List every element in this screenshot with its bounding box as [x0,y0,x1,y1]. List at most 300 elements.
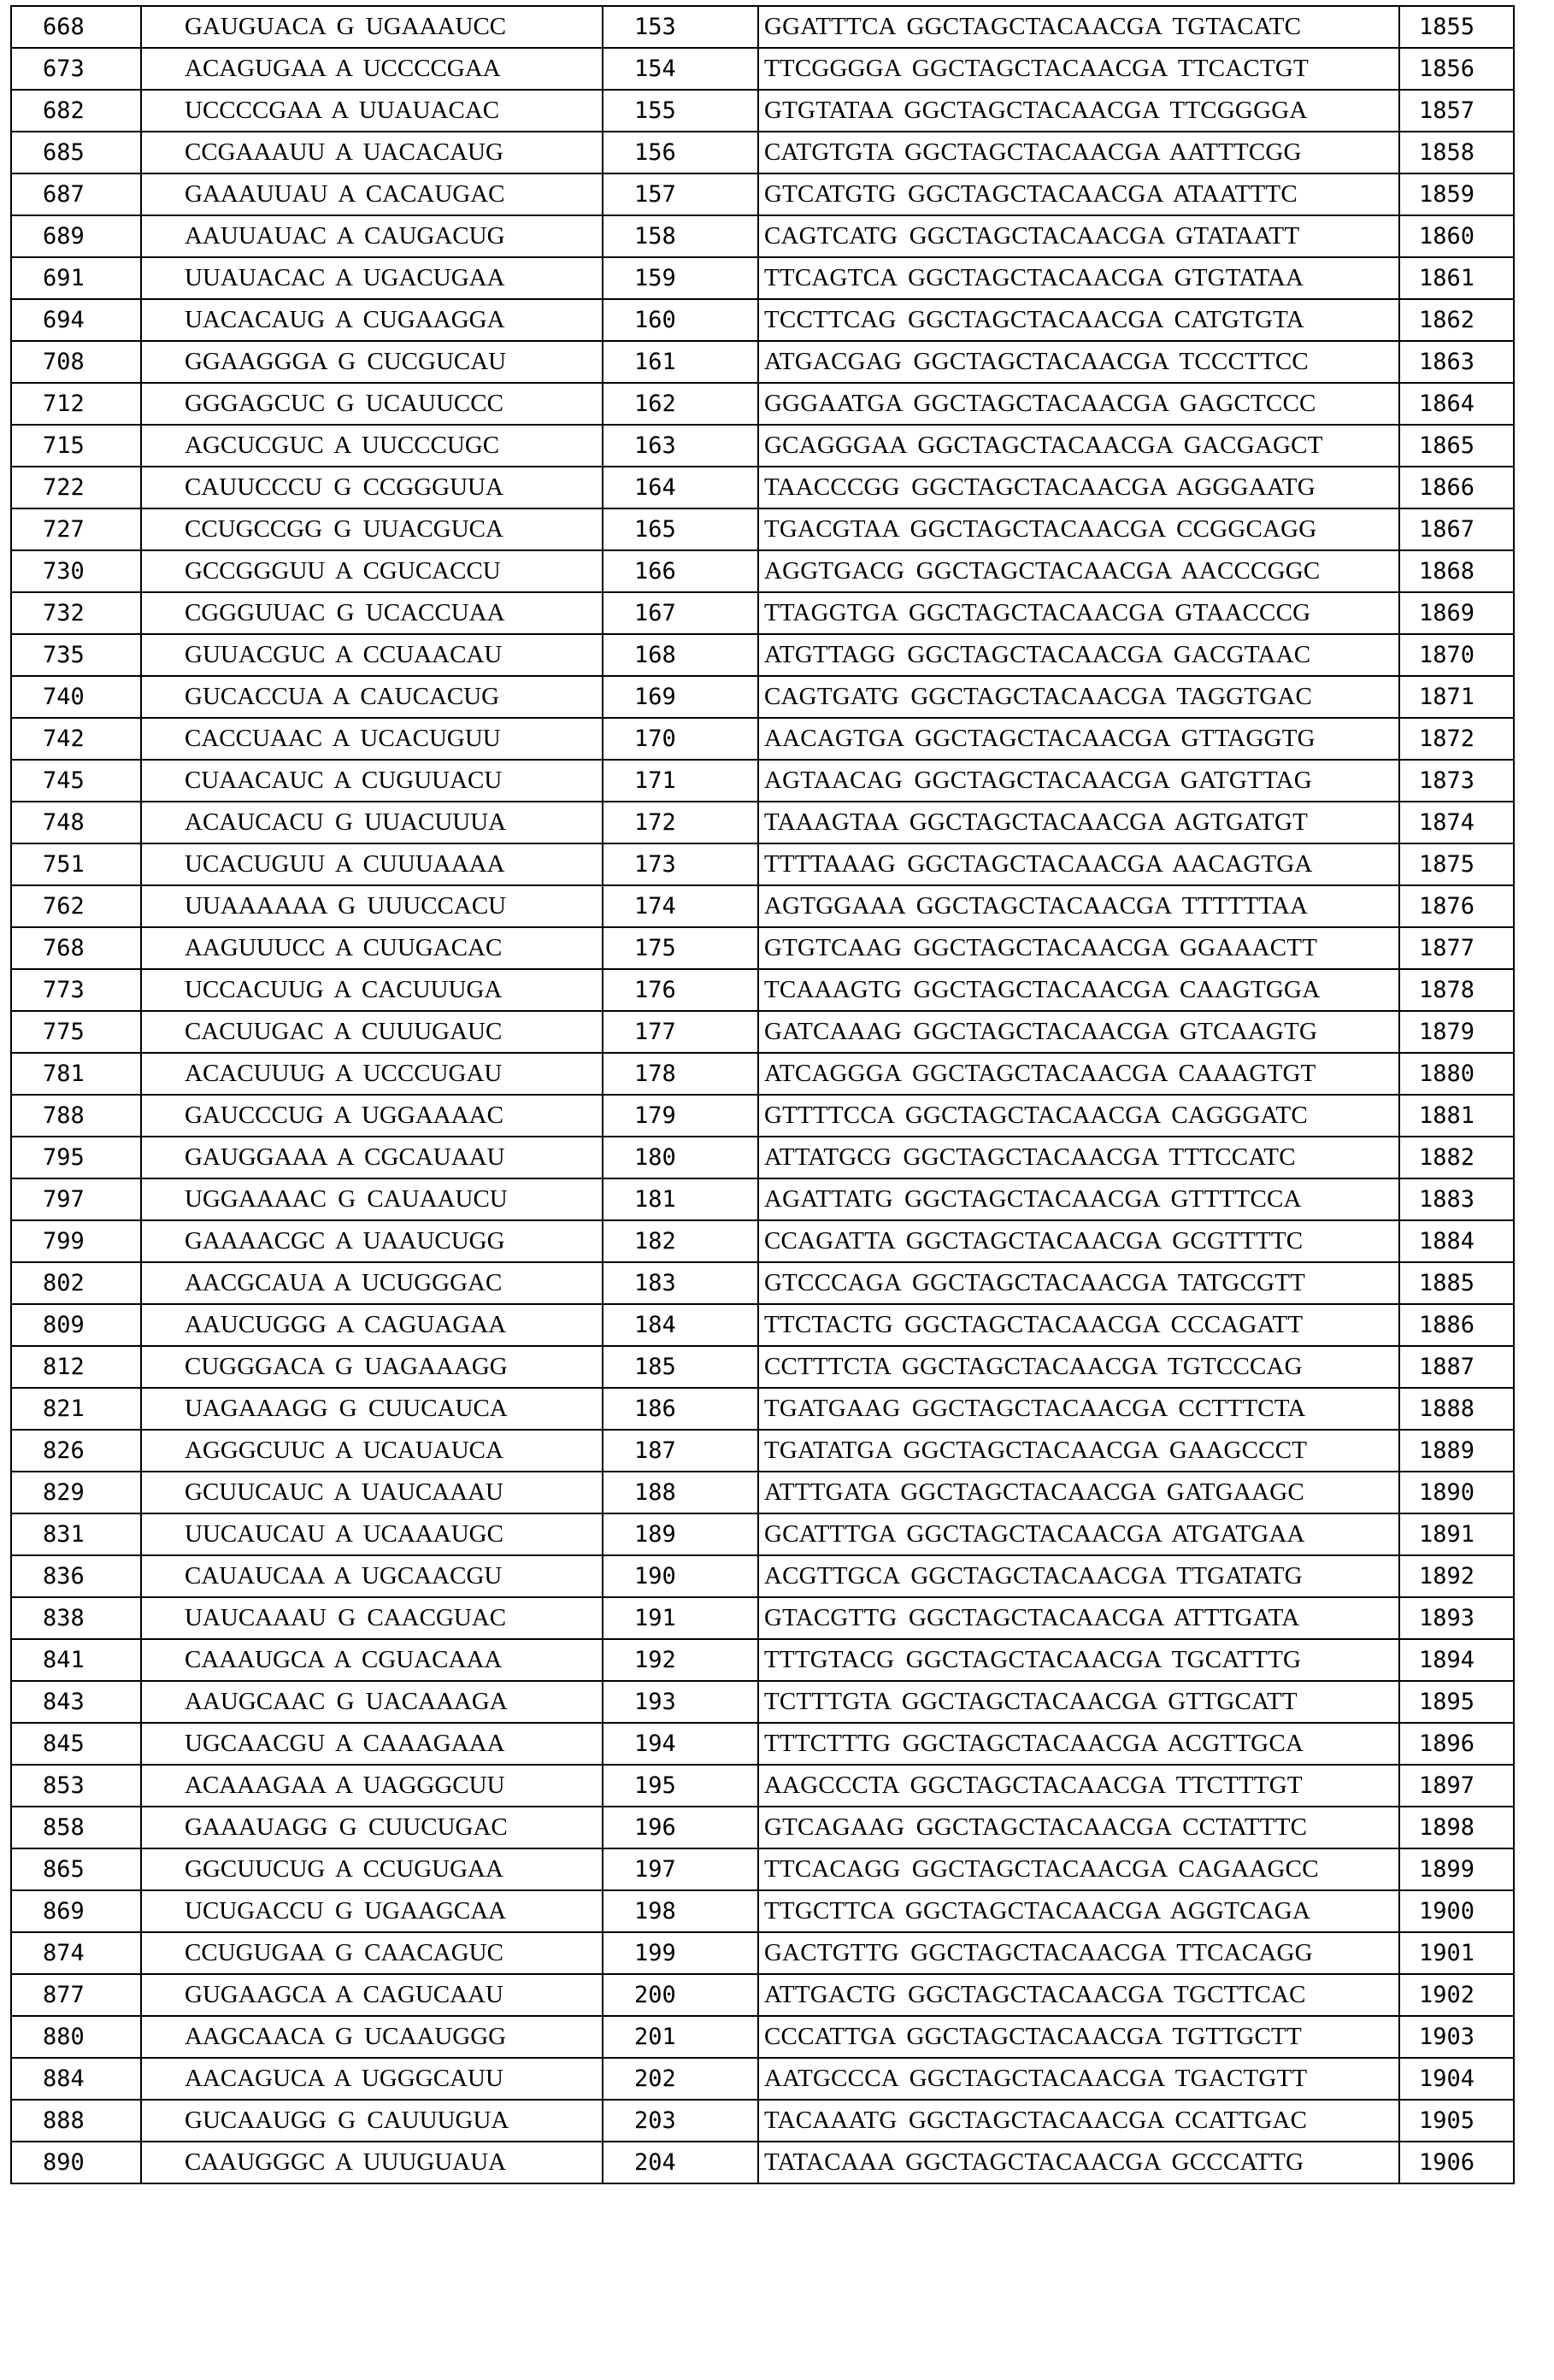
substrate-sequence-cell: UUAAAAAA G UUUCCACU [141,885,603,927]
table-row [11,1472,1514,1513]
substrate-sequence-cell: ACAGUGAA A UCCCCGAA [141,48,603,90]
enzyme-sequence-cell: TTGCTTCA GGCTAGCTACAACGA AGGTCAGA [758,1890,1399,1932]
enzyme-seq-id-cell: 1897 [1399,1765,1514,1807]
enzyme-sequence-cell: GTCCCAGA GGCTAGCTACAACGA TATGCGTT [758,1262,1399,1304]
enzyme-seq-id-cell: 1873 [1399,760,1514,802]
enzyme-seq-id-cell: 1869 [1399,592,1514,634]
enzyme-sequence-cell: AGATTATG GGCTAGCTACAACGA GTTTTCCA [758,1178,1399,1220]
enzyme-seq-id-cell: 1878 [1399,969,1514,1011]
substrate-seq-id-cell: 184 [603,1304,758,1346]
substrate-seq-id-cell: 165 [603,508,758,550]
substrate-sequence-cell: CUGGGACA G UAGAAAGG [141,1346,603,1388]
enzyme-sequence-cell: ATGACGAG GGCTAGCTACAACGA TCCCTTCC [758,341,1399,383]
enzyme-sequence-cell: ACGTTGCA GGCTAGCTACAACGA TTGATATG [758,1555,1399,1597]
table-row [11,48,1514,90]
enzyme-seq-id-cell: 1856 [1399,48,1514,90]
enzyme-sequence-cell: TATACAAA GGCTAGCTACAACGA GCCCATTG [758,2142,1399,2183]
table-row [11,1513,1514,1555]
substrate-seq-id-cell: 170 [603,718,758,760]
enzyme-seq-id-cell: 1893 [1399,1597,1514,1639]
substrate-seq-id-cell: 178 [603,1053,758,1095]
enzyme-seq-id-cell: 1882 [1399,1137,1514,1178]
substrate-sequence-cell: GAUGUACA G UGAAAUCC [141,6,603,48]
substrate-seq-id-cell: 202 [603,2058,758,2100]
enzyme-seq-id-cell: 1888 [1399,1388,1514,1430]
substrate-seq-id-cell: 159 [603,257,758,299]
table-row [11,341,1514,383]
site-position-cell: 687 [11,173,141,215]
enzyme-seq-id-cell: 1866 [1399,467,1514,508]
substrate-seq-id-cell: 174 [603,885,758,927]
enzyme-sequence-cell: TTTCTTTG GGCTAGCTACAACGA ACGTTGCA [758,1723,1399,1765]
substrate-sequence-cell: AACGCAUA A UCUGGGAC [141,1262,603,1304]
substrate-sequence-cell: UGGAAAAC G CAUAAUCU [141,1178,603,1220]
table-row [11,1304,1514,1346]
table-row [11,299,1514,341]
enzyme-sequence-cell: TTCACAGG GGCTAGCTACAACGA CAGAAGCC [758,1848,1399,1890]
substrate-seq-id-cell: 195 [603,1765,758,1807]
table-row [11,173,1514,215]
site-position-cell: 797 [11,1178,141,1220]
enzyme-seq-id-cell: 1868 [1399,550,1514,592]
site-position-cell: 715 [11,425,141,467]
site-position-cell: 831 [11,1513,141,1555]
table-row [11,2142,1514,2183]
substrate-sequence-cell: ACAAAGAA A UAGGGCUU [141,1765,603,1807]
site-position-cell: 768 [11,927,141,969]
enzyme-sequence-cell: CCTTTCTA GGCTAGCTACAACGA TGTCCCAG [758,1346,1399,1388]
table-row [11,1220,1514,1262]
enzyme-sequence-cell: GCAGGGAA GGCTAGCTACAACGA GACGAGCT [758,425,1399,467]
table-row [11,1848,1514,1890]
enzyme-sequence-cell: TTTTAAAG GGCTAGCTACAACGA AACAGTGA [758,843,1399,885]
enzyme-sequence-cell: TCTTTGTA GGCTAGCTACAACGA GTTGCATT [758,1681,1399,1723]
site-position-cell: 874 [11,1932,141,1974]
enzyme-seq-id-cell: 1885 [1399,1262,1514,1304]
substrate-seq-id-cell: 169 [603,676,758,718]
substrate-sequence-cell: CCUGCCGG G UUACGUCA [141,508,603,550]
substrate-seq-id-cell: 160 [603,299,758,341]
enzyme-sequence-cell: ATTGACTG GGCTAGCTACAACGA TGCTTCAC [758,1974,1399,2016]
substrate-seq-id-cell: 201 [603,2016,758,2058]
substrate-sequence-cell: AAUGCAAC G UACAAAGA [141,1681,603,1723]
enzyme-sequence-cell: TCAAAGTG GGCTAGCTACAACGA CAAGTGGA [758,969,1399,1011]
table-row [11,467,1514,508]
table-row [11,1597,1514,1639]
enzyme-sequence-cell: GATCAAAG GGCTAGCTACAACGA GTCAAGTG [758,1011,1399,1053]
substrate-sequence-cell: AGGGCUUC A UCAUAUCA [141,1430,603,1472]
enzyme-seq-id-cell: 1903 [1399,2016,1514,2058]
substrate-sequence-cell: UCACUGUU A CUUUAAAA [141,843,603,885]
table-row [11,1765,1514,1807]
enzyme-seq-id-cell: 1875 [1399,843,1514,885]
enzyme-seq-id-cell: 1859 [1399,173,1514,215]
site-position-cell: 751 [11,843,141,885]
enzyme-sequence-cell: GGGAATGA GGCTAGCTACAACGA GAGCTCCC [758,383,1399,425]
substrate-sequence-cell: GAAAACGC A UAAUCUGG [141,1220,603,1262]
table-row [11,1723,1514,1765]
site-position-cell: 740 [11,676,141,718]
substrate-seq-id-cell: 190 [603,1555,758,1597]
table-row [11,1681,1514,1723]
enzyme-seq-id-cell: 1876 [1399,885,1514,927]
enzyme-sequence-cell: CAGTCATG GGCTAGCTACAACGA GTATAATT [758,215,1399,257]
site-position-cell: 689 [11,215,141,257]
enzyme-sequence-cell: TTAGGTGA GGCTAGCTACAACGA GTAACCCG [758,592,1399,634]
enzyme-sequence-cell: TTTGTACG GGCTAGCTACAACGA TGCATTTG [758,1639,1399,1681]
substrate-seq-id-cell: 177 [603,1011,758,1053]
table-row [11,1430,1514,1472]
table-row [11,6,1514,48]
site-position-cell: 853 [11,1765,141,1807]
substrate-sequence-cell: CAUUCCCU G CCGGGUUA [141,467,603,508]
site-position-cell: 685 [11,132,141,173]
substrate-seq-id-cell: 194 [603,1723,758,1765]
substrate-sequence-cell: GUCAAUGG G CAUUUGUA [141,2100,603,2142]
table-row [11,592,1514,634]
enzyme-seq-id-cell: 1881 [1399,1095,1514,1137]
substrate-seq-id-cell: 187 [603,1430,758,1472]
substrate-sequence-cell: ACACUUUG A UCCCUGAU [141,1053,603,1095]
site-position-cell: 795 [11,1137,141,1178]
substrate-seq-id-cell: 203 [603,2100,758,2142]
enzyme-seq-id-cell: 1861 [1399,257,1514,299]
substrate-seq-id-cell: 186 [603,1388,758,1430]
enzyme-seq-id-cell: 1862 [1399,299,1514,341]
site-position-cell: 843 [11,1681,141,1723]
substrate-seq-id-cell: 199 [603,1932,758,1974]
site-position-cell: 802 [11,1262,141,1304]
enzyme-sequence-cell: TAACCCGG GGCTAGCTACAACGA AGGGAATG [758,467,1399,508]
enzyme-sequence-cell: ATCAGGGA GGCTAGCTACAACGA CAAAGTGT [758,1053,1399,1095]
substrate-seq-id-cell: 198 [603,1890,758,1932]
substrate-seq-id-cell: 193 [603,1681,758,1723]
substrate-sequence-cell: CUAACAUC A CUGUUACU [141,760,603,802]
enzyme-seq-id-cell: 1891 [1399,1513,1514,1555]
site-position-cell: 682 [11,90,141,132]
substrate-sequence-cell: AGCUCGUC A UUCCCUGC [141,425,603,467]
table-row [11,1639,1514,1681]
substrate-seq-id-cell: 183 [603,1262,758,1304]
site-position-cell: 869 [11,1890,141,1932]
substrate-sequence-cell: GGGAGCUC G UCAUUCCC [141,383,603,425]
table-row [11,1178,1514,1220]
enzyme-seq-id-cell: 1880 [1399,1053,1514,1095]
substrate-sequence-cell: CAUAUCAA A UGCAACGU [141,1555,603,1597]
substrate-seq-id-cell: 175 [603,927,758,969]
table-row [11,1011,1514,1053]
table-row [11,2058,1514,2100]
table-row [11,90,1514,132]
enzyme-seq-id-cell: 1895 [1399,1681,1514,1723]
enzyme-sequence-cell: AAGCCCTA GGCTAGCTACAACGA TTCTTTGT [758,1765,1399,1807]
enzyme-seq-id-cell: 1900 [1399,1890,1514,1932]
site-position-cell: 712 [11,383,141,425]
site-position-cell: 858 [11,1807,141,1848]
substrate-seq-id-cell: 188 [603,1472,758,1513]
enzyme-seq-id-cell: 1896 [1399,1723,1514,1765]
substrate-seq-id-cell: 156 [603,132,758,173]
enzyme-sequence-cell: GACTGTTG GGCTAGCTACAACGA TTCACAGG [758,1932,1399,1974]
substrate-sequence-cell: GCUUCAUC A UAUCAAAU [141,1472,603,1513]
enzyme-seq-id-cell: 1890 [1399,1472,1514,1513]
enzyme-seq-id-cell: 1901 [1399,1932,1514,1974]
enzyme-sequence-cell: AGGTGACG GGCTAGCTACAACGA AACCCGGC [758,550,1399,592]
enzyme-sequence-cell: AGTAACAG GGCTAGCTACAACGA GATGTTAG [758,760,1399,802]
substrate-sequence-cell: CACCUAAC A UCACUGUU [141,718,603,760]
site-position-cell: 888 [11,2100,141,2142]
substrate-sequence-cell: GCCGGGUU A CGUCACCU [141,550,603,592]
enzyme-seq-id-cell: 1883 [1399,1178,1514,1220]
substrate-seq-id-cell: 161 [603,341,758,383]
table-row [11,1974,1514,2016]
substrate-sequence-cell: GAAAUAGG G CUUCUGAC [141,1807,603,1848]
substrate-sequence-cell: UUAUACAC A UGACUGAA [141,257,603,299]
substrate-sequence-cell: CCGAAAUU A UACACAUG [141,132,603,173]
table-row [11,1137,1514,1178]
enzyme-seq-id-cell: 1887 [1399,1346,1514,1388]
substrate-seq-id-cell: 163 [603,425,758,467]
enzyme-sequence-cell: GTACGTTG GGCTAGCTACAACGA ATTTGATA [758,1597,1399,1639]
enzyme-seq-id-cell: 1857 [1399,90,1514,132]
site-position-cell: 829 [11,1472,141,1513]
substrate-sequence-cell: AAUUAUAC A CAUGACUG [141,215,603,257]
substrate-sequence-cell: UCCACUUG A CACUUUGA [141,969,603,1011]
substrate-seq-id-cell: 167 [603,592,758,634]
enzyme-seq-id-cell: 1906 [1399,2142,1514,2183]
substrate-seq-id-cell: 158 [603,215,758,257]
enzyme-sequence-cell: TAAAGTAA GGCTAGCTACAACGA AGTGATGT [758,802,1399,843]
substrate-seq-id-cell: 189 [603,1513,758,1555]
substrate-seq-id-cell: 196 [603,1807,758,1848]
table-row [11,802,1514,843]
enzyme-sequence-cell: GTGTCAAG GGCTAGCTACAACGA GGAAACTT [758,927,1399,969]
substrate-sequence-cell: GGCUUCUG A CCUGUGAA [141,1848,603,1890]
substrate-sequence-cell: CACUUGAC A CUUUGAUC [141,1011,603,1053]
enzyme-seq-id-cell: 1864 [1399,383,1514,425]
site-position-cell: 742 [11,718,141,760]
site-position-cell: 799 [11,1220,141,1262]
enzyme-sequence-cell: GGATTTCA GGCTAGCTACAACGA TGTACATC [758,6,1399,48]
enzyme-sequence-cell: TTCGGGGA GGCTAGCTACAACGA TTCACTGT [758,48,1399,90]
substrate-sequence-cell: AAUCUGGG A CAGUAGAA [141,1304,603,1346]
table-row [11,1890,1514,1932]
substrate-sequence-cell: UAUCAAAU G CAACGUAC [141,1597,603,1639]
table-row [11,634,1514,676]
substrate-sequence-cell: UCCCCGAA A UUAUACAC [141,90,603,132]
enzyme-sequence-cell: CCAGATTA GGCTAGCTACAACGA GCGTTTTC [758,1220,1399,1262]
table-row [11,2016,1514,2058]
table-row [11,885,1514,927]
site-position-cell: 762 [11,885,141,927]
substrate-sequence-cell: UAGAAAGG G CUUCAUCA [141,1388,603,1430]
substrate-seq-id-cell: 171 [603,760,758,802]
site-position-cell: 838 [11,1597,141,1639]
substrate-sequence-cell: CAAUGGGC A UUUGUAUA [141,2142,603,2183]
enzyme-seq-id-cell: 1879 [1399,1011,1514,1053]
substrate-seq-id-cell: 182 [603,1220,758,1262]
table-row [11,383,1514,425]
substrate-sequence-cell: CCUGUGAA G CAACAGUC [141,1932,603,1974]
substrate-sequence-cell: UUCAUCAU A UCAAAUGC [141,1513,603,1555]
substrate-seq-id-cell: 162 [603,383,758,425]
enzyme-sequence-cell: GTTTTCCA GGCTAGCTACAACGA CAGGGATC [758,1095,1399,1137]
table-row [11,1555,1514,1597]
enzyme-seq-id-cell: 1871 [1399,676,1514,718]
site-position-cell: 732 [11,592,141,634]
table-row [11,843,1514,885]
site-position-cell: 694 [11,299,141,341]
enzyme-seq-id-cell: 1867 [1399,508,1514,550]
substrate-sequence-cell: GUGAAGCA A CAGUCAAU [141,1974,603,2016]
enzyme-seq-id-cell: 1898 [1399,1807,1514,1848]
enzyme-seq-id-cell: 1886 [1399,1304,1514,1346]
substrate-seq-id-cell: 168 [603,634,758,676]
enzyme-sequence-cell: AGTGGAAA GGCTAGCTACAACGA TTTTTTAA [758,885,1399,927]
enzyme-seq-id-cell: 1874 [1399,802,1514,843]
enzyme-seq-id-cell: 1889 [1399,1430,1514,1472]
substrate-sequence-cell: AACAGUCA A UGGGCAUU [141,2058,603,2100]
site-position-cell: 836 [11,1555,141,1597]
enzyme-seq-id-cell: 1860 [1399,215,1514,257]
enzyme-sequence-cell: AACAGTGA GGCTAGCTACAACGA GTTAGGTG [758,718,1399,760]
substrate-sequence-cell: AAGCAACA G UCAAUGGG [141,2016,603,2058]
site-position-cell: 730 [11,550,141,592]
enzyme-seq-id-cell: 1905 [1399,2100,1514,2142]
substrate-seq-id-cell: 180 [603,1137,758,1178]
site-position-cell: 880 [11,2016,141,2058]
enzyme-seq-id-cell: 1902 [1399,1974,1514,2016]
table-row [11,1388,1514,1430]
enzyme-sequence-cell: CAGTGATG GGCTAGCTACAACGA TAGGTGAC [758,676,1399,718]
table-row [11,927,1514,969]
enzyme-seq-id-cell: 1865 [1399,425,1514,467]
enzyme-seq-id-cell: 1899 [1399,1848,1514,1890]
substrate-sequence-cell: GUUACGUC A CCUAACAU [141,634,603,676]
site-position-cell: 727 [11,508,141,550]
substrate-sequence-cell: CGGGUUAC G UCACCUAA [141,592,603,634]
substrate-sequence-cell: ACAUCACU G UUACUUUA [141,802,603,843]
enzyme-sequence-cell: TCCTTCAG GGCTAGCTACAACGA CATGTGTA [758,299,1399,341]
enzyme-sequence-cell: CCCATTGA GGCTAGCTACAACGA TGTTGCTT [758,2016,1399,2058]
site-position-cell: 877 [11,1974,141,2016]
site-position-cell: 673 [11,48,141,90]
site-position-cell: 865 [11,1848,141,1890]
table-row [11,215,1514,257]
substrate-sequence-cell: UCUGACCU G UGAAGCAA [141,1890,603,1932]
enzyme-seq-id-cell: 1870 [1399,634,1514,676]
table-row [11,257,1514,299]
substrate-seq-id-cell: 172 [603,802,758,843]
table-row [11,508,1514,550]
substrate-sequence-cell: UGCAACGU A CAAAGAAA [141,1723,603,1765]
site-position-cell: 821 [11,1388,141,1430]
site-position-cell: 809 [11,1304,141,1346]
site-position-cell: 788 [11,1095,141,1137]
site-position-cell: 890 [11,2142,141,2183]
site-position-cell: 735 [11,634,141,676]
enzyme-seq-id-cell: 1904 [1399,2058,1514,2100]
site-position-cell: 826 [11,1430,141,1472]
substrate-seq-id-cell: 157 [603,173,758,215]
table-row [11,1932,1514,1974]
site-position-cell: 775 [11,1011,141,1053]
substrate-sequence-cell: GGAAGGGA G CUCGUCAU [141,341,603,383]
enzyme-sequence-cell: GTGTATAA GGCTAGCTACAACGA TTCGGGGA [758,90,1399,132]
substrate-seq-id-cell: 179 [603,1095,758,1137]
substrate-sequence-cell: GAAAUUAU A CACAUGAC [141,173,603,215]
sequence-table-body [11,6,1514,2183]
table-row [11,1053,1514,1095]
substrate-sequence-cell: UACACAUG A CUGAAGGA [141,299,603,341]
enzyme-sequence-cell: ATTTGATA GGCTAGCTACAACGA GATGAAGC [758,1472,1399,1513]
site-position-cell: 748 [11,802,141,843]
site-position-cell: 845 [11,1723,141,1765]
site-position-cell: 841 [11,1639,141,1681]
substrate-seq-id-cell: 204 [603,2142,758,2183]
substrate-sequence-cell: GAUGGAAA A CGCAUAAU [141,1137,603,1178]
table-row [11,1807,1514,1848]
enzyme-seq-id-cell: 1872 [1399,718,1514,760]
table-row [11,2100,1514,2142]
site-position-cell: 773 [11,969,141,1011]
substrate-sequence-cell: AAGUUUCC A CUUGACAC [141,927,603,969]
enzyme-sequence-cell: TGACGTAA GGCTAGCTACAACGA CCGGCAGG [758,508,1399,550]
substrate-seq-id-cell: 153 [603,6,758,48]
site-position-cell: 708 [11,341,141,383]
site-position-cell: 691 [11,257,141,299]
enzyme-sequence-cell: TGATGAAG GGCTAGCTACAACGA CCTTTCTA [758,1388,1399,1430]
substrate-seq-id-cell: 176 [603,969,758,1011]
sequence-table [10,5,1515,2184]
enzyme-sequence-cell: AATGCCCA GGCTAGCTACAACGA TGACTGTT [758,2058,1399,2100]
enzyme-sequence-cell: TTCTACTG GGCTAGCTACAACGA CCCAGATT [758,1304,1399,1346]
table-row [11,550,1514,592]
enzyme-seq-id-cell: 1892 [1399,1555,1514,1597]
enzyme-sequence-cell: GTCATGTG GGCTAGCTACAACGA ATAATTTC [758,173,1399,215]
site-position-cell: 668 [11,6,141,48]
substrate-sequence-cell: CAAAUGCA A CGUACAAA [141,1639,603,1681]
table-row [11,676,1514,718]
site-position-cell: 722 [11,467,141,508]
enzyme-seq-id-cell: 1858 [1399,132,1514,173]
substrate-seq-id-cell: 154 [603,48,758,90]
substrate-seq-id-cell: 164 [603,467,758,508]
substrate-seq-id-cell: 200 [603,1974,758,2016]
enzyme-seq-id-cell: 1884 [1399,1220,1514,1262]
substrate-seq-id-cell: 185 [603,1346,758,1388]
substrate-seq-id-cell: 181 [603,1178,758,1220]
table-row [11,1095,1514,1137]
enzyme-sequence-cell: TACAAATG GGCTAGCTACAACGA CCATTGAC [758,2100,1399,2142]
enzyme-seq-id-cell: 1877 [1399,927,1514,969]
enzyme-sequence-cell: TGATATGA GGCTAGCTACAACGA GAAGCCCT [758,1430,1399,1472]
enzyme-sequence-cell: CATGTGTA GGCTAGCTACAACGA AATTTCGG [758,132,1399,173]
substrate-seq-id-cell: 155 [603,90,758,132]
enzyme-sequence-cell: TTCAGTCA GGCTAGCTACAACGA GTGTATAA [758,257,1399,299]
enzyme-sequence-cell: ATGTTAGG GGCTAGCTACAACGA GACGTAAC [758,634,1399,676]
enzyme-seq-id-cell: 1855 [1399,6,1514,48]
table-row [11,132,1514,173]
substrate-seq-id-cell: 191 [603,1597,758,1639]
table-row [11,1262,1514,1304]
site-position-cell: 781 [11,1053,141,1095]
table-row [11,718,1514,760]
enzyme-sequence-cell: ATTATGCG GGCTAGCTACAACGA TTTCCATC [758,1137,1399,1178]
table-row [11,1346,1514,1388]
enzyme-seq-id-cell: 1863 [1399,341,1514,383]
site-position-cell: 812 [11,1346,141,1388]
